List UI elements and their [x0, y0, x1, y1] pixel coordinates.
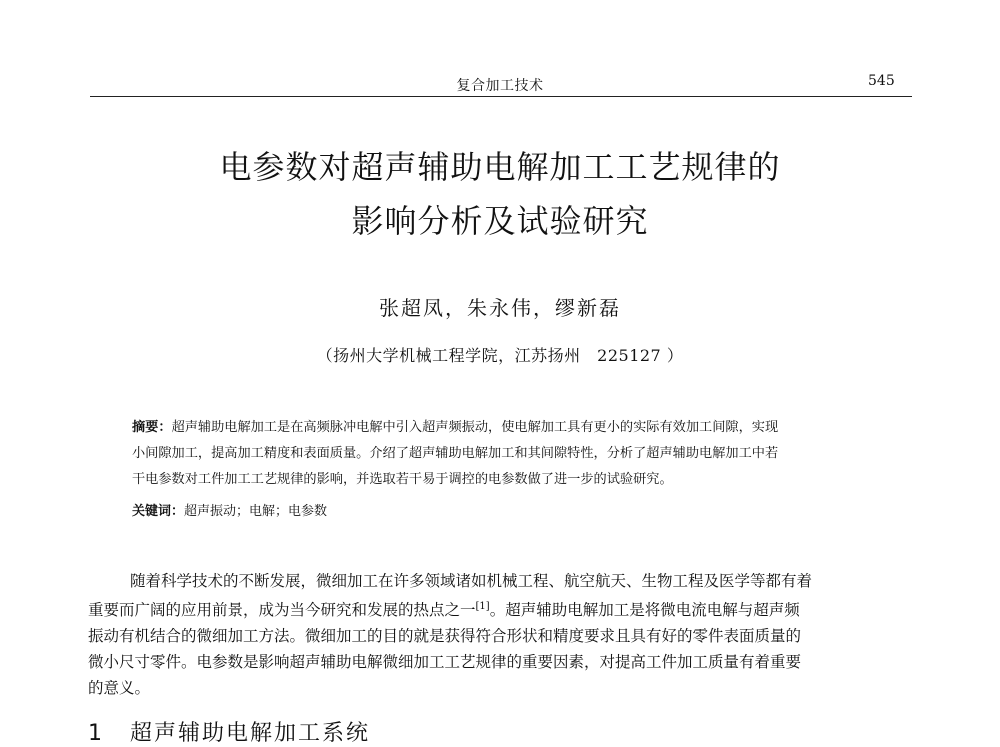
- keywords: [132, 500, 892, 519]
- abstract-line-2: 小间隙加工，提高加工精度和表面质量。介绍了超声辅助电解加工和其间隙特性，分析了超声辅助电解加工中若: [132, 446, 779, 461]
- paper-title-line-1: 电参数对超声辅助电解加工工艺规律的: [219, 148, 781, 186]
- keywords-text: 超声振动；电解；电参数: [184, 504, 328, 519]
- keywords-label: 关键词：: [132, 504, 185, 519]
- body-line-2-text: 重要而广阔的应用前景，成为当今研究和发展的热点之一: [88, 601, 476, 620]
- author-affiliation: （扬州大学机械工程学院，江苏扬州 225127 ）: [316, 346, 684, 365]
- paper-title-line-2: 影响分析及试验研究: [351, 202, 649, 240]
- body-line-2: [88, 594, 918, 623]
- section-title: 超声辅助电解加工系统: [130, 721, 371, 746]
- abstract-line-3: 干电参数对工件加工工艺规律的影响，并选取若干易于调控的电参数做了进一步的试验研究。: [132, 472, 673, 487]
- running-head: [0, 0, 1000, 100]
- body-line-2-rest: 。超声辅助电解加工是将微电流电解与超声频: [489, 601, 800, 620]
- citation-ref: [1]: [475, 601, 490, 612]
- section-heading: [88, 716, 370, 747]
- abstract-text-1: 超声辅助电解加工是在高频脉冲电解中引入超声频振动，使电解加工具有更小的实际有效加工间隙，实现: [171, 420, 779, 435]
- journal-section-title: 复合加工技术: [456, 78, 544, 94]
- body-line-5: 的意义。: [88, 679, 151, 698]
- abstract-label: 摘要：: [132, 420, 172, 435]
- body-paragraph: [88, 568, 918, 701]
- section-number: 1: [88, 721, 104, 746]
- abstract: [132, 415, 892, 493]
- abstract-line-1: [132, 415, 892, 441]
- body-line-1: 随着科学技术的不断发展，微细加工在许多领域诸如机械工程、航空航天、生物工程及医学等都有着: [130, 572, 813, 590]
- page-number: 545: [868, 73, 895, 89]
- header-rule: [90, 96, 912, 97]
- paper-title: [100, 140, 900, 248]
- body-line-4: 微小尺寸零件。电参数是影响超声辅助电解微细加工工艺规律的重要因素，对提高工件加工质量有着重要: [88, 653, 802, 672]
- body-line-3: 振动有机结合的微细加工方法。微细加工的目的就是获得符合形状和精度要求且具有好的零件表面质量的: [88, 627, 802, 646]
- author-list: 张超凤，朱永伟，缪新磊: [379, 296, 621, 320]
